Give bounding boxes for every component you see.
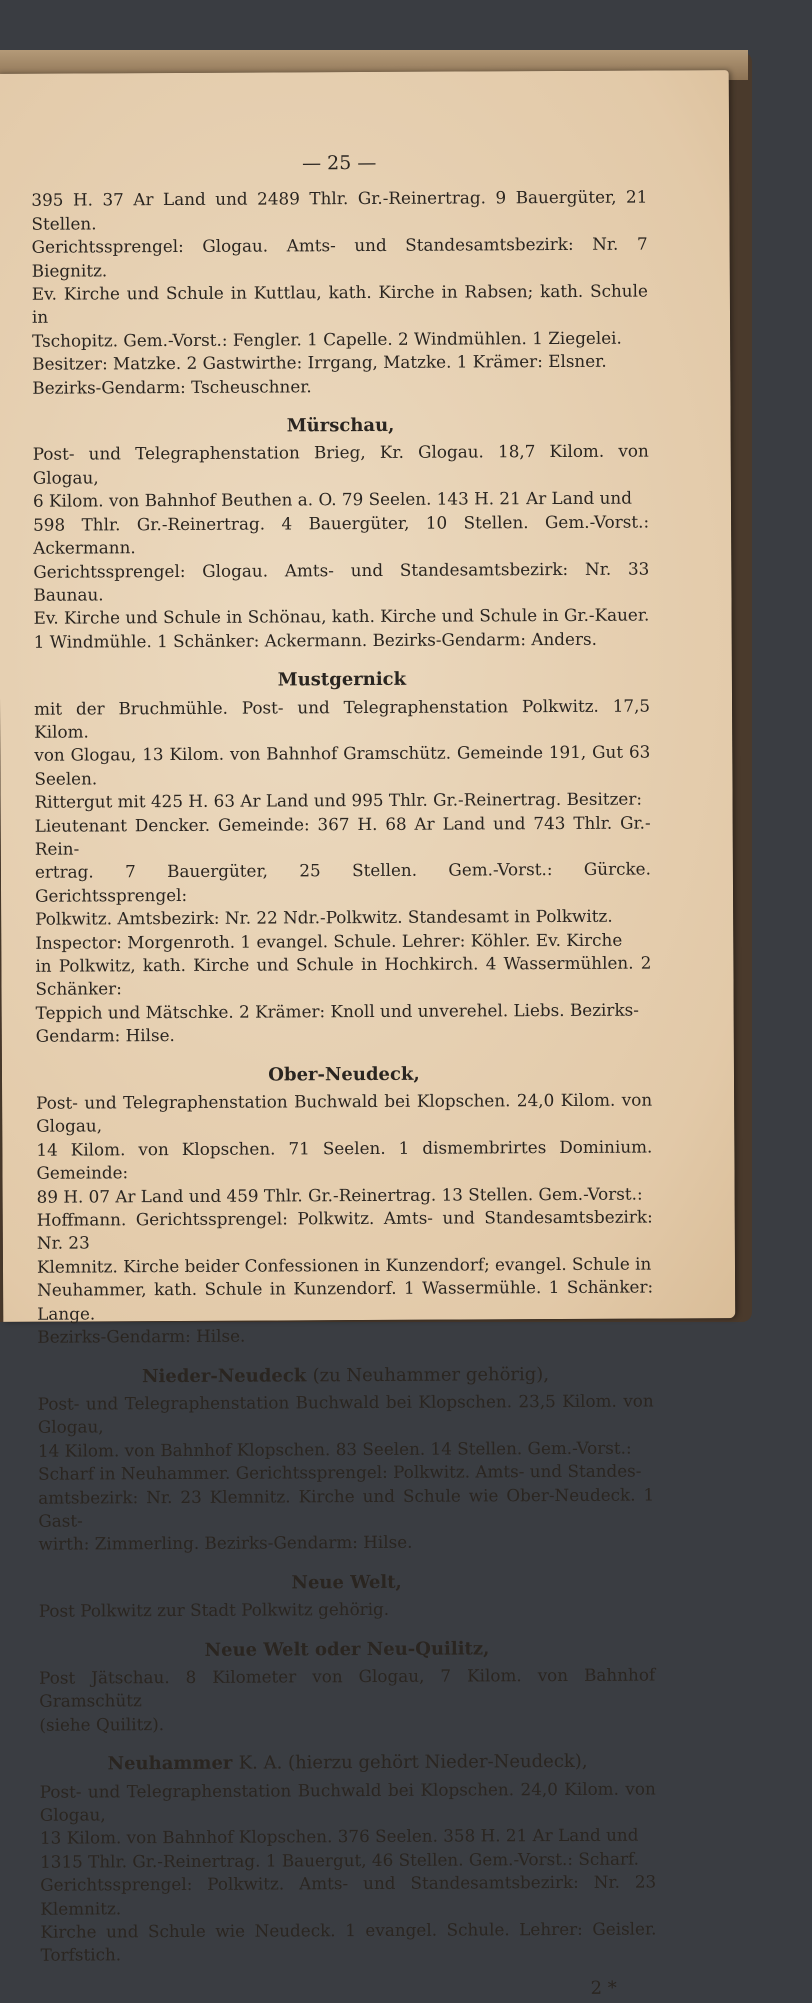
entry-line: Scharf in Neuhammer. Gerichtssprengel: Polkwitz. Amts- und Standes- (38, 1460, 642, 1484)
entry-line: Klemnitz. Kirche beider Confessionen in Kunzendorf; evangel. Schule in (36, 1253, 652, 1277)
entry-body (33, 440, 650, 654)
entry-line: Post- und Telegraphenstation Brieg, Kr. Glogau. 18,7 Kilom. von Glogau, (32, 440, 649, 488)
entries-list (31, 186, 656, 1968)
entry-body (36, 1089, 653, 1350)
entry-body (40, 1777, 657, 1967)
entry-heading-note: K. A. (hierzu gehört Nieder-Neudeck), (238, 1751, 588, 1774)
entry-line: 395 H. 37 Ar Land und 2489 Thlr. Gr.-Reinertrag. 9 Bauergüter, 21 Stellen. (31, 186, 648, 234)
entry-line: Post Jätschau. 8 Kilometer von Glogau, 7 Kilom. von Bahnhof Gramschütz (39, 1664, 656, 1712)
entry-line: von Glogau, 13 Kilom. von Bahnhof Gramschütz. Gemeinde 191, Gut 63 Seelen. (34, 741, 651, 789)
entry-body (34, 694, 652, 1048)
entry-heading-text: Neue Welt oder Neu-Quilitz, (204, 1637, 490, 1661)
entry-line: (siehe Quilitz). (39, 1713, 165, 1735)
entry-line: Kirche und Schule wie Neudeck. 1 evangel. Schule. Lehrer: Geisler. Torfstich. (40, 1918, 657, 1966)
entry-heading (37, 1362, 653, 1389)
entry-body (39, 1663, 655, 1736)
entry-line: 6 Kilom. von Bahnhof Beuthen a. O. 79 Seelen. 143 H. 21 Ar Land und (32, 487, 632, 512)
entry-line: 1315 Thlr. Gr.-Reinertrag. 1 Bauergut, 46 Stellen. Gem.-Vorst.: Scharf. (40, 1848, 640, 1872)
entry-heading-text: Nieder-Neudeck (142, 1364, 307, 1387)
entry-line: 1 Windmühle. 1 Schänker: Ackermann. Bezirks-Gendarm: Anders. (33, 628, 597, 652)
entry-line: Post- und Telegraphenstation Buchwald bei Klopschen. 24,0 Kilom. von Glogau, (39, 1778, 656, 1825)
entry-body (38, 1389, 655, 1556)
entry-heading (40, 1750, 656, 1777)
entry-line: wirth: Zimmerling. Bezirks-Gendarm: Hilse. (38, 1532, 413, 1555)
entry-line: in Polkwitz, kath. Kirche und Schule in Hochkirch. 4 Wassermühlen. 2 Schänker: (35, 952, 652, 1000)
entry-line: Teppich und Mätschke. 2 Krämer: Knoll und unverehel. Liebs. Bezirks- (35, 999, 639, 1023)
entry-line: Lieutenant Dencker. Gemeinde: 367 H. 68 Ar Land und 743 Thlr. Gr.-Rein- (34, 812, 651, 859)
entry-heading-text: Neue Welt, (291, 1571, 402, 1594)
entry-line: 598 Thlr. Gr.-Reinertrag. 4 Bauergüter, 10 Stellen. Gem.-Vorst.: Ackermann. (33, 511, 650, 558)
entry-line: Inspector: Morgenroth. 1 evangel. Schule. Lehrer: Köhler. Ev. Kirche (35, 929, 623, 953)
entry-line: Bezirks-Gendarm: Tscheuschner. (32, 375, 312, 398)
signature-mark: 2 * (590, 1977, 617, 1999)
entry-line: Gerichtssprengel: Glogau. Amts- und Standesamtsbezirk: Nr. 7 Biegnitz. (31, 233, 648, 281)
entry-line: Polkwitz. Amtsbezirk: Nr. 22 Ndr.-Polkwitz. Standesamt in Polkwitz. (35, 905, 613, 929)
entry-line: 14 Kilom. von Bahnhof Klopschen. 83 Seelen. 14 Stellen. Gem.-Vorst.: (37, 1437, 632, 1461)
entry-heading-note: (zu Neuhammer gehörig), (312, 1363, 550, 1386)
page-number: — 25 — (302, 151, 377, 175)
entry-heading (36, 1061, 652, 1088)
entry-line: Tschopitz. Gem.-Vorst.: Fengler. 1 Capelle. 2 Windmühlen. 1 Ziegelei. (32, 327, 622, 351)
entry-heading (39, 1569, 655, 1596)
entry-line: Rittergut mit 425 H. 63 Ar Land und 995 Thlr. Gr.-Reinertrag. Besitzer: (34, 788, 643, 812)
entry-heading (34, 667, 650, 694)
entry-heading-text: Ober-Neudeck, (268, 1063, 420, 1086)
entry-body (39, 1597, 655, 1624)
entry-line: 13 Kilom. von Bahnhof Klopschen. 376 Seelen. 358 H. 21 Ar Land und (39, 1824, 639, 1849)
entry-line: amtsbezirk: Nr. 23 Klemnitz. Kirche und Schule wie Ober-Neudeck. 1 Gast- (38, 1484, 655, 1531)
entry-line: 89 H. 07 Ar Land und 459 Thlr. Gr.-Reinertrag. 13 Stellen. Gem.-Vorst.: (36, 1183, 643, 1207)
entry-line: Gerichtssprengel: Glogau. Amts- und Standesamtsbezirk: Nr. 33 Baunau. (33, 558, 650, 605)
entry-body (31, 186, 648, 400)
entry-line: Gerichtssprengel: Polkwitz. Amts- und Standesamtsbezirk: Nr. 23 Klemnitz. (40, 1871, 657, 1919)
entry-line: Post- und Telegraphenstation Buchwald bei Klopschen. 23,5 Kilom. von Glogau, (37, 1390, 654, 1438)
entry-line: Neuhammer, kath. Schule in Kunzendorf. 1 Wassermühle. 1 Schänker: Lange. (37, 1276, 654, 1324)
entry-line: Post- und Telegraphenstation Buchwald bei Klopschen. 24,0 Kilom. von Glogau, (36, 1089, 653, 1137)
entry-line: Ev. Kirche und Schule in Kuttlau, kath. Kirche in Rabsen; kath. Schule in (31, 280, 648, 328)
entry-heading-text: Mustgernick (277, 668, 407, 691)
entry-line: mit der Bruchmühle. Post- und Telegraphenstation Polkwitz. 17,5 Kilom. (34, 695, 651, 742)
entry-heading-text: Mürschau, (286, 414, 395, 437)
entry-line: ertrag. 7 Bauergüter, 25 Stellen. Gem.-Vorst.: Gürcke. Gerichtssprengel: (34, 858, 651, 906)
entry-line: Hoffmann. Gerichtssprengel: Polkwitz. Amts- und Standesamtsbezirk: Nr. 23 (36, 1206, 653, 1254)
entry-line: 14 Kilom. von Klopschen. 71 Seelen. 1 dismembrirtes Dominium. Gemeinde: (36, 1136, 653, 1183)
book-page (0, 70, 735, 1999)
entry-line: Besitzer: Matzke. 2 Gastwirthe: Irrgang, Matzke. 1 Krämer: Elsner. (32, 350, 607, 374)
entry-line: Gendarm: Hilse. (35, 1025, 175, 1046)
entry-line: Post Polkwitz zur Stadt Polkwitz gehörig. (38, 1599, 390, 1621)
entry-heading (39, 1636, 655, 1663)
page-content (31, 151, 657, 2003)
entry-heading-text: Neuhammer (107, 1752, 233, 1775)
entry-line: Ev. Kirche und Schule in Schönau, kath. Kirche und Schule in Gr.-Kauer. (33, 604, 650, 629)
entry-heading (33, 413, 649, 440)
entry-line: Bezirks-Gendarm: Hilse. (37, 1325, 246, 1347)
